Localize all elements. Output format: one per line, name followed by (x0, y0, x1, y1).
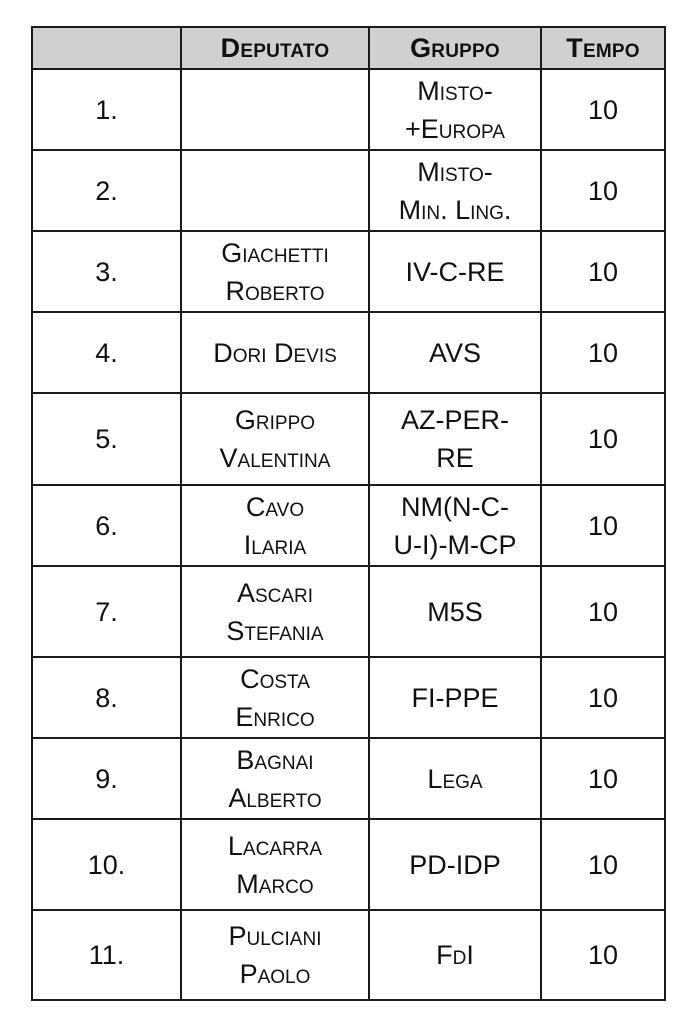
header-gruppo: Gruppo (369, 27, 541, 69)
table-row (32, 910, 665, 1000)
deputato-cell (181, 150, 369, 231)
deputato-cell: Pulciani Paolo (181, 910, 369, 1000)
deputato-cell: Giachetti Roberto (181, 231, 369, 312)
table-row (32, 393, 665, 485)
row-number: 1. (32, 69, 181, 150)
row-number: 5. (32, 393, 181, 485)
tempo-cell: 10 (541, 819, 665, 910)
tempo-cell: 10 (541, 312, 665, 393)
header-tempo: Tempo (541, 27, 665, 69)
gruppo-cell: AVS (369, 312, 541, 393)
table-row (32, 150, 665, 231)
gruppo-cell: FdI (369, 910, 541, 1000)
gruppo-cell: M5S (369, 566, 541, 657)
table-row (32, 69, 665, 150)
table-row (32, 312, 665, 393)
table-row (32, 231, 665, 312)
deputato-cell: Grippo Valentina (181, 393, 369, 485)
row-number: 2. (32, 150, 181, 231)
gruppo-cell: PD-IDP (369, 819, 541, 910)
table-row (32, 566, 665, 657)
gruppo-cell: AZ-PER- RE (369, 393, 541, 485)
deputato-cell: Ascari Stefania (181, 566, 369, 657)
deputato-cell: Costa Enrico (181, 657, 369, 738)
deputato-cell: Bagnai Alberto (181, 738, 369, 819)
deputato-cell: Dori Devis (181, 312, 369, 393)
row-number: 3. (32, 231, 181, 312)
tempo-cell: 10 (541, 69, 665, 150)
tempo-cell: 10 (541, 657, 665, 738)
gruppo-cell: Misto- +Europa (369, 69, 541, 150)
tempo-cell: 10 (541, 150, 665, 231)
header-number (32, 27, 181, 69)
gruppo-cell: NM(N-C- U-I)-M-CP (369, 485, 541, 566)
deputato-cell: Cavo Ilaria (181, 485, 369, 566)
tempo-cell: 10 (541, 566, 665, 657)
tempo-cell: 10 (541, 231, 665, 312)
row-number: 4. (32, 312, 181, 393)
gruppo-cell: IV-C-RE (369, 231, 541, 312)
tempo-cell: 10 (541, 910, 665, 1000)
table-row (32, 657, 665, 738)
table-row (32, 819, 665, 910)
header-row (32, 27, 665, 69)
row-number: 9. (32, 738, 181, 819)
speakers-table (31, 26, 666, 1001)
row-number: 7. (32, 566, 181, 657)
deputato-cell: Lacarra Marco (181, 819, 369, 910)
row-number: 10. (32, 819, 181, 910)
table-row (32, 738, 665, 819)
row-number: 6. (32, 485, 181, 566)
tempo-cell: 10 (541, 393, 665, 485)
gruppo-cell: Lega (369, 738, 541, 819)
row-number: 11. (32, 910, 181, 1000)
table-row (32, 485, 665, 566)
tempo-cell: 10 (541, 485, 665, 566)
tempo-cell: 10 (541, 738, 665, 819)
gruppo-cell: Misto- Min. Ling. (369, 150, 541, 231)
deputato-cell (181, 69, 369, 150)
row-number: 8. (32, 657, 181, 738)
gruppo-cell: FI-PPE (369, 657, 541, 738)
header-deputato: Deputato (181, 27, 369, 69)
